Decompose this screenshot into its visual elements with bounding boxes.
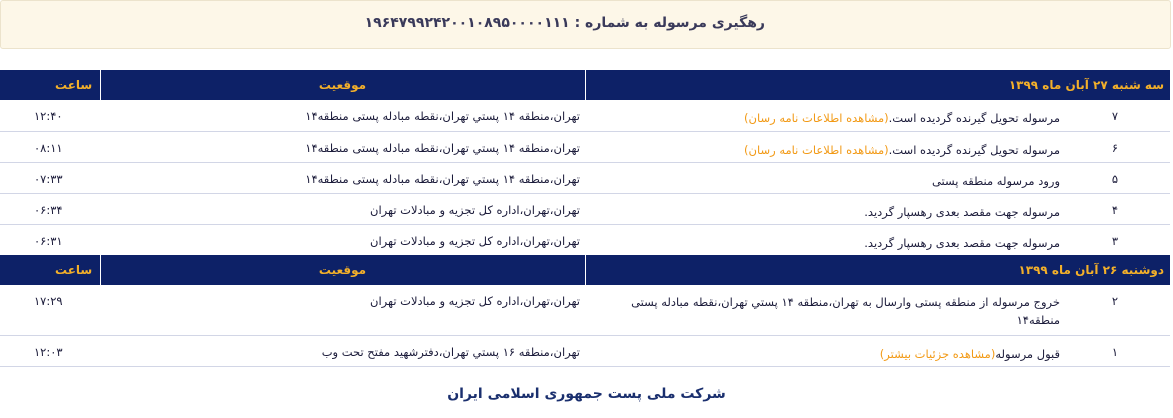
tracking-title: رهگیری مرسوله به شماره : ۱۹۶۴۷۹۹۲۴۲۰۰۱۰۸۹۵۰۰۰۰۱۱۱ xyxy=(364,15,765,31)
table-row xyxy=(0,100,1170,131)
event-description: مرسوله جهت مقصد بعدی رهسپار گردید. xyxy=(864,204,1060,219)
event-time: ۱۷:۲۹ xyxy=(34,294,63,308)
event-description: مرسوله تحویل گیرنده گردیده است. xyxy=(888,111,1060,125)
event-location: تهران،تهران،اداره کل تجزیه و مبادلات تهران xyxy=(370,233,580,248)
tracking-banner xyxy=(0,0,1171,49)
event-time: ۱۲:۴۰ xyxy=(34,109,63,123)
event-description: مرسوله تحویل گیرنده گردیده است. xyxy=(888,142,1060,157)
date-label: سه شنبه ۲۷ آبان ماه ۱۳۹۹ xyxy=(585,70,1170,100)
event-number: ۶ xyxy=(1111,140,1119,155)
event-number: ۵ xyxy=(1111,171,1119,186)
table-row xyxy=(0,285,1170,335)
event-description: مرسوله جهت مقصد بعدی رهسپار گردید. xyxy=(864,235,1060,250)
event-location: تهران،منطقه ۱۴ پستي تهران،نقطه مبادله پستی منطقه۱۴ xyxy=(305,140,580,155)
event-number: ۱ xyxy=(1111,344,1119,359)
event-number: ۴ xyxy=(1111,202,1119,217)
event-description-cell xyxy=(585,335,1060,366)
event-description: ورود مرسوله منطقه پستی xyxy=(931,173,1060,188)
event-location: تهران،تهران،اداره کل تجزیه و مبادلات تهران xyxy=(370,294,580,308)
location-column-header: موقعیت xyxy=(100,70,585,100)
event-location: تهران،تهران،اداره کل تجزیه و مبادلات تهران xyxy=(370,202,580,217)
event-time: ۱۲:۰۳ xyxy=(34,344,63,359)
event-description: خروج مرسوله از منطقه پستی وارسال به تهران،منطقه ۱۴ پستي تهران،نقطه مبادله پستی منطقه۱۴ xyxy=(631,295,1060,327)
event-location: تهران،منطقه ۱۴ پستي تهران،نقطه مبادله پستی منطقه۱۴ xyxy=(305,171,580,186)
table-row xyxy=(0,131,1170,162)
date-label: دوشنبه ۲۶ آبان ماه ۱۳۹۹ xyxy=(585,255,1170,285)
time-column-header: ساعت xyxy=(55,263,93,277)
view-courier-info-link[interactable]: (مشاهده اطلاعات نامه رسان) xyxy=(744,111,889,125)
view-more-details-link[interactable]: (مشاهده جزئیات بیشتر) xyxy=(879,346,996,361)
footer-company-name: شرکت ملی پست جمهوری اسلامی ایران xyxy=(447,386,726,402)
time-column-header: ساعت xyxy=(55,78,93,92)
event-number: ۳ xyxy=(1111,233,1119,248)
table-row xyxy=(0,335,1170,366)
event-number: ۷ xyxy=(1111,109,1119,123)
event-number: ۲ xyxy=(1111,294,1119,308)
event-time: ۰۶:۳۴ xyxy=(34,202,63,217)
table-row xyxy=(0,162,1170,193)
location-column-header: موقعیت xyxy=(100,255,585,285)
table-row xyxy=(0,224,1170,255)
event-description-cell xyxy=(585,100,1060,131)
event-description-cell xyxy=(585,285,1060,335)
event-description: قبول مرسوله xyxy=(995,346,1060,361)
event-location: تهران،منطقه ۱۶ پستي تهران،دفترشهید مفتح تحت وب xyxy=(321,344,580,359)
date-header-row xyxy=(0,70,1170,100)
event-time: ۰۷:۳۳ xyxy=(34,171,63,186)
event-description-cell xyxy=(585,131,1060,162)
tracking-table xyxy=(0,70,1170,367)
event-location: تهران،منطقه ۱۴ پستي تهران،نقطه مبادله پستی منطقه۱۴ xyxy=(305,109,580,123)
event-time: ۰۶:۳۱ xyxy=(34,233,63,248)
date-header-row xyxy=(0,255,1170,285)
view-courier-info-link[interactable]: (مشاهده اطلاعات نامه رسان) xyxy=(744,142,889,157)
event-time: ۰۸:۱۱ xyxy=(34,140,63,155)
table-row xyxy=(0,193,1170,224)
